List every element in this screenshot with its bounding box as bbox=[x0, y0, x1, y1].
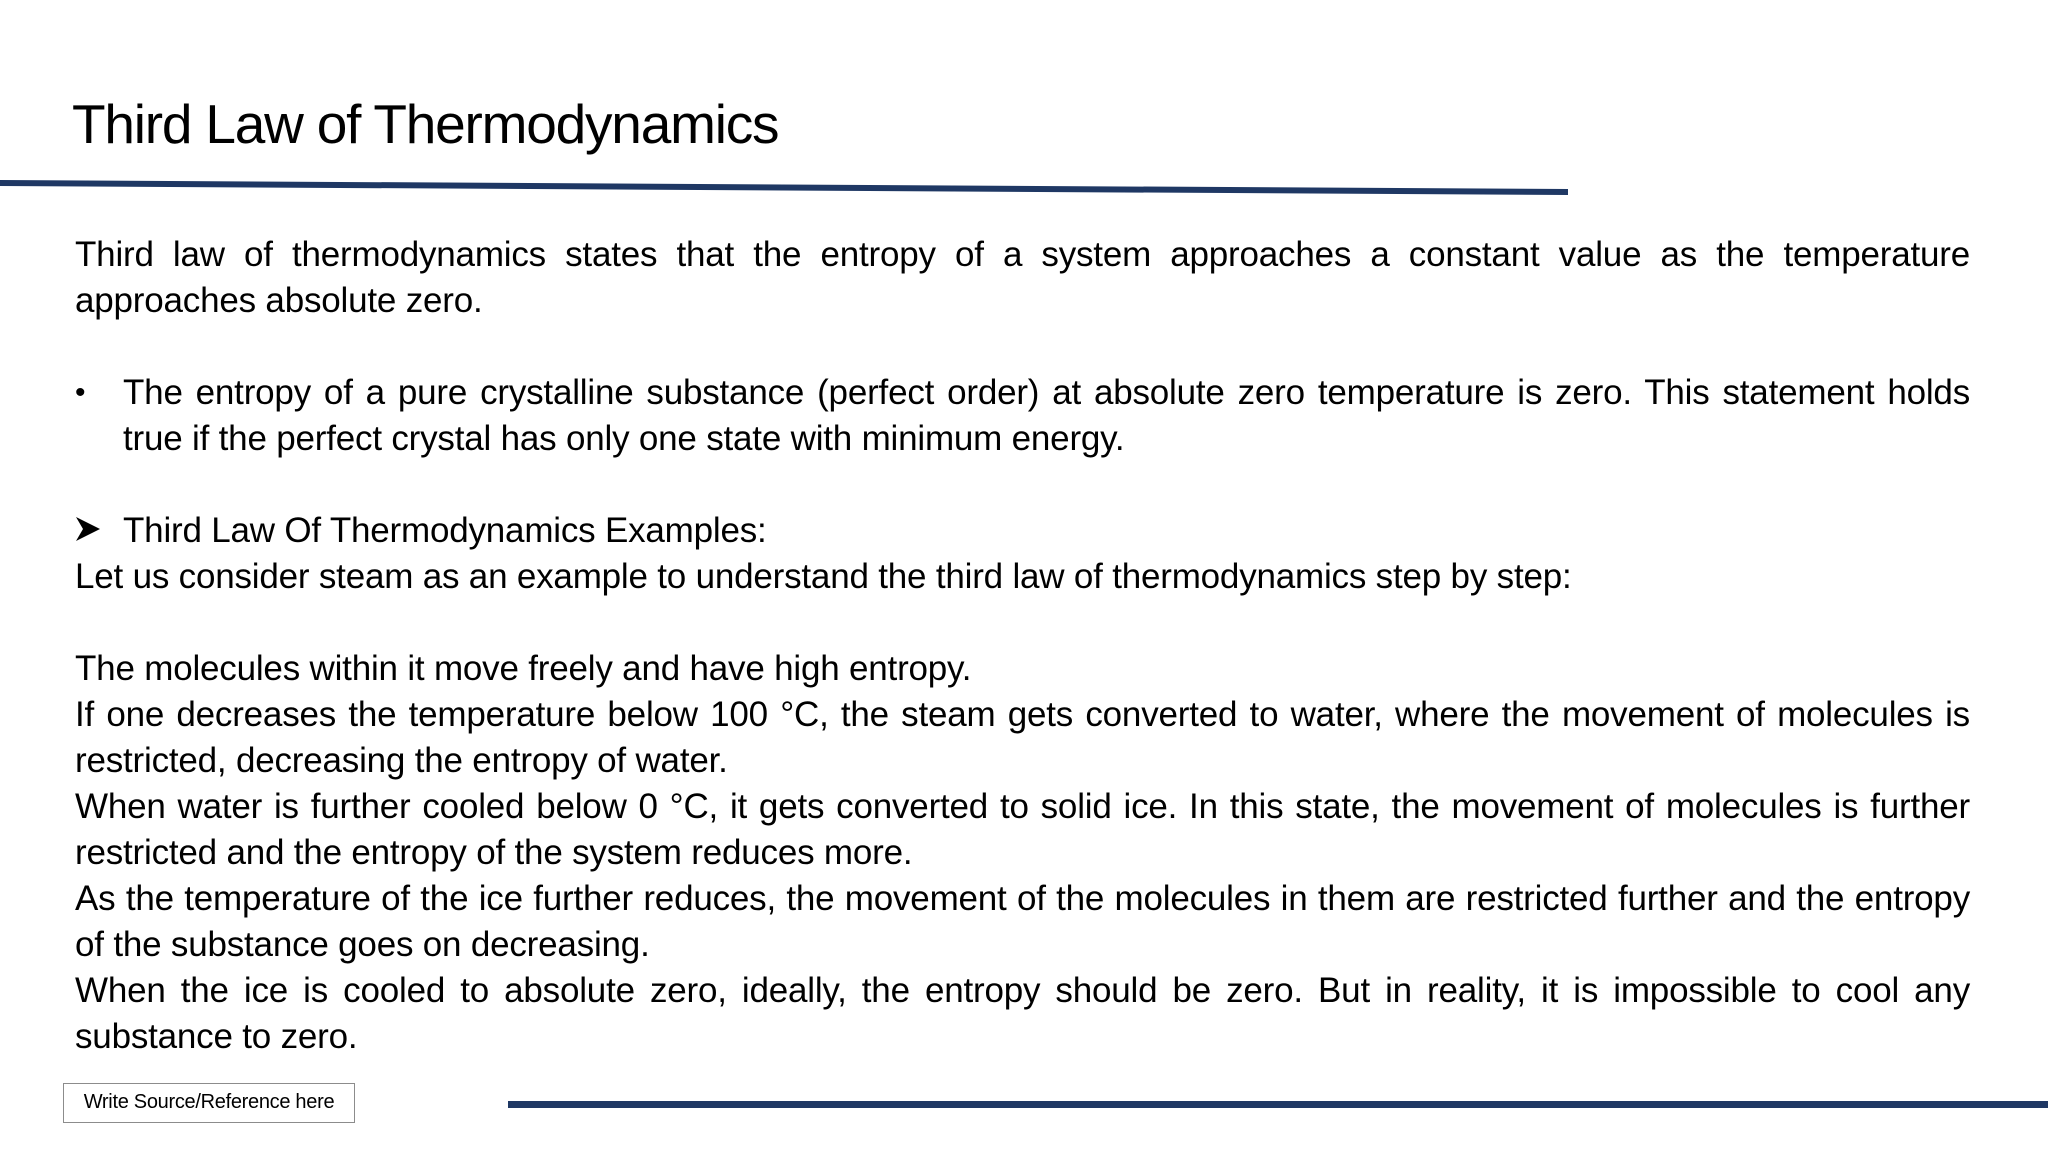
examples-lead: Let us consider steam as an example to understand the third law of thermodynamics step by step: bbox=[75, 557, 1572, 596]
step-paragraph: The molecules within it move freely and have high entropy. bbox=[75, 649, 972, 688]
footer-divider bbox=[508, 1101, 2048, 1108]
spacer bbox=[75, 600, 1970, 646]
examples-heading-item bbox=[75, 508, 1970, 554]
spacer bbox=[75, 462, 1970, 508]
slide-title: Third Law of Thermodynamics bbox=[72, 93, 779, 155]
step-paragraph: When water is further cooled below 0 °C, it gets converted to solid ice. In this state, the movement of molecules is further restricted and the entropy of the system reduces more. bbox=[75, 787, 1970, 872]
arrow-bullet-icon bbox=[75, 516, 101, 542]
bullet-text: The entropy of a pure crystalline substance (perfect order) at absolute zero temperature is zero. This statement holds true if the perfect crystal has only one state with minimum energy. bbox=[123, 373, 1970, 458]
slide-body bbox=[75, 232, 1970, 1060]
examples-heading: Third Law Of Thermodynamics Examples: bbox=[123, 511, 767, 550]
step-paragraph: If one decreases the temperature below 100 °C, the steam gets converted to water, where the movement of molecules is restricted, decreasing the entropy of water. bbox=[75, 695, 1970, 780]
bullet-marker: • bbox=[75, 376, 86, 409]
step-paragraph: When the ice is cooled to absolute zero, ideally, the entropy should be zero. But in reality, it is impossible to cool any substance to zero. bbox=[75, 971, 1970, 1056]
source-reference-box[interactable]: Write Source/Reference here bbox=[63, 1083, 355, 1123]
spacer bbox=[75, 324, 1970, 370]
step-paragraph: As the temperature of the ice further reduces, the movement of the molecules in them are restricted further and the entropy of the substance goes on decreasing. bbox=[75, 879, 1970, 964]
title-underline bbox=[0, 180, 1568, 197]
bullet-item bbox=[75, 370, 1970, 462]
intro-paragraph: Third law of thermodynamics states that the entropy of a system approaches a constant value as the temperature approaches absolute zero. bbox=[75, 235, 1970, 320]
